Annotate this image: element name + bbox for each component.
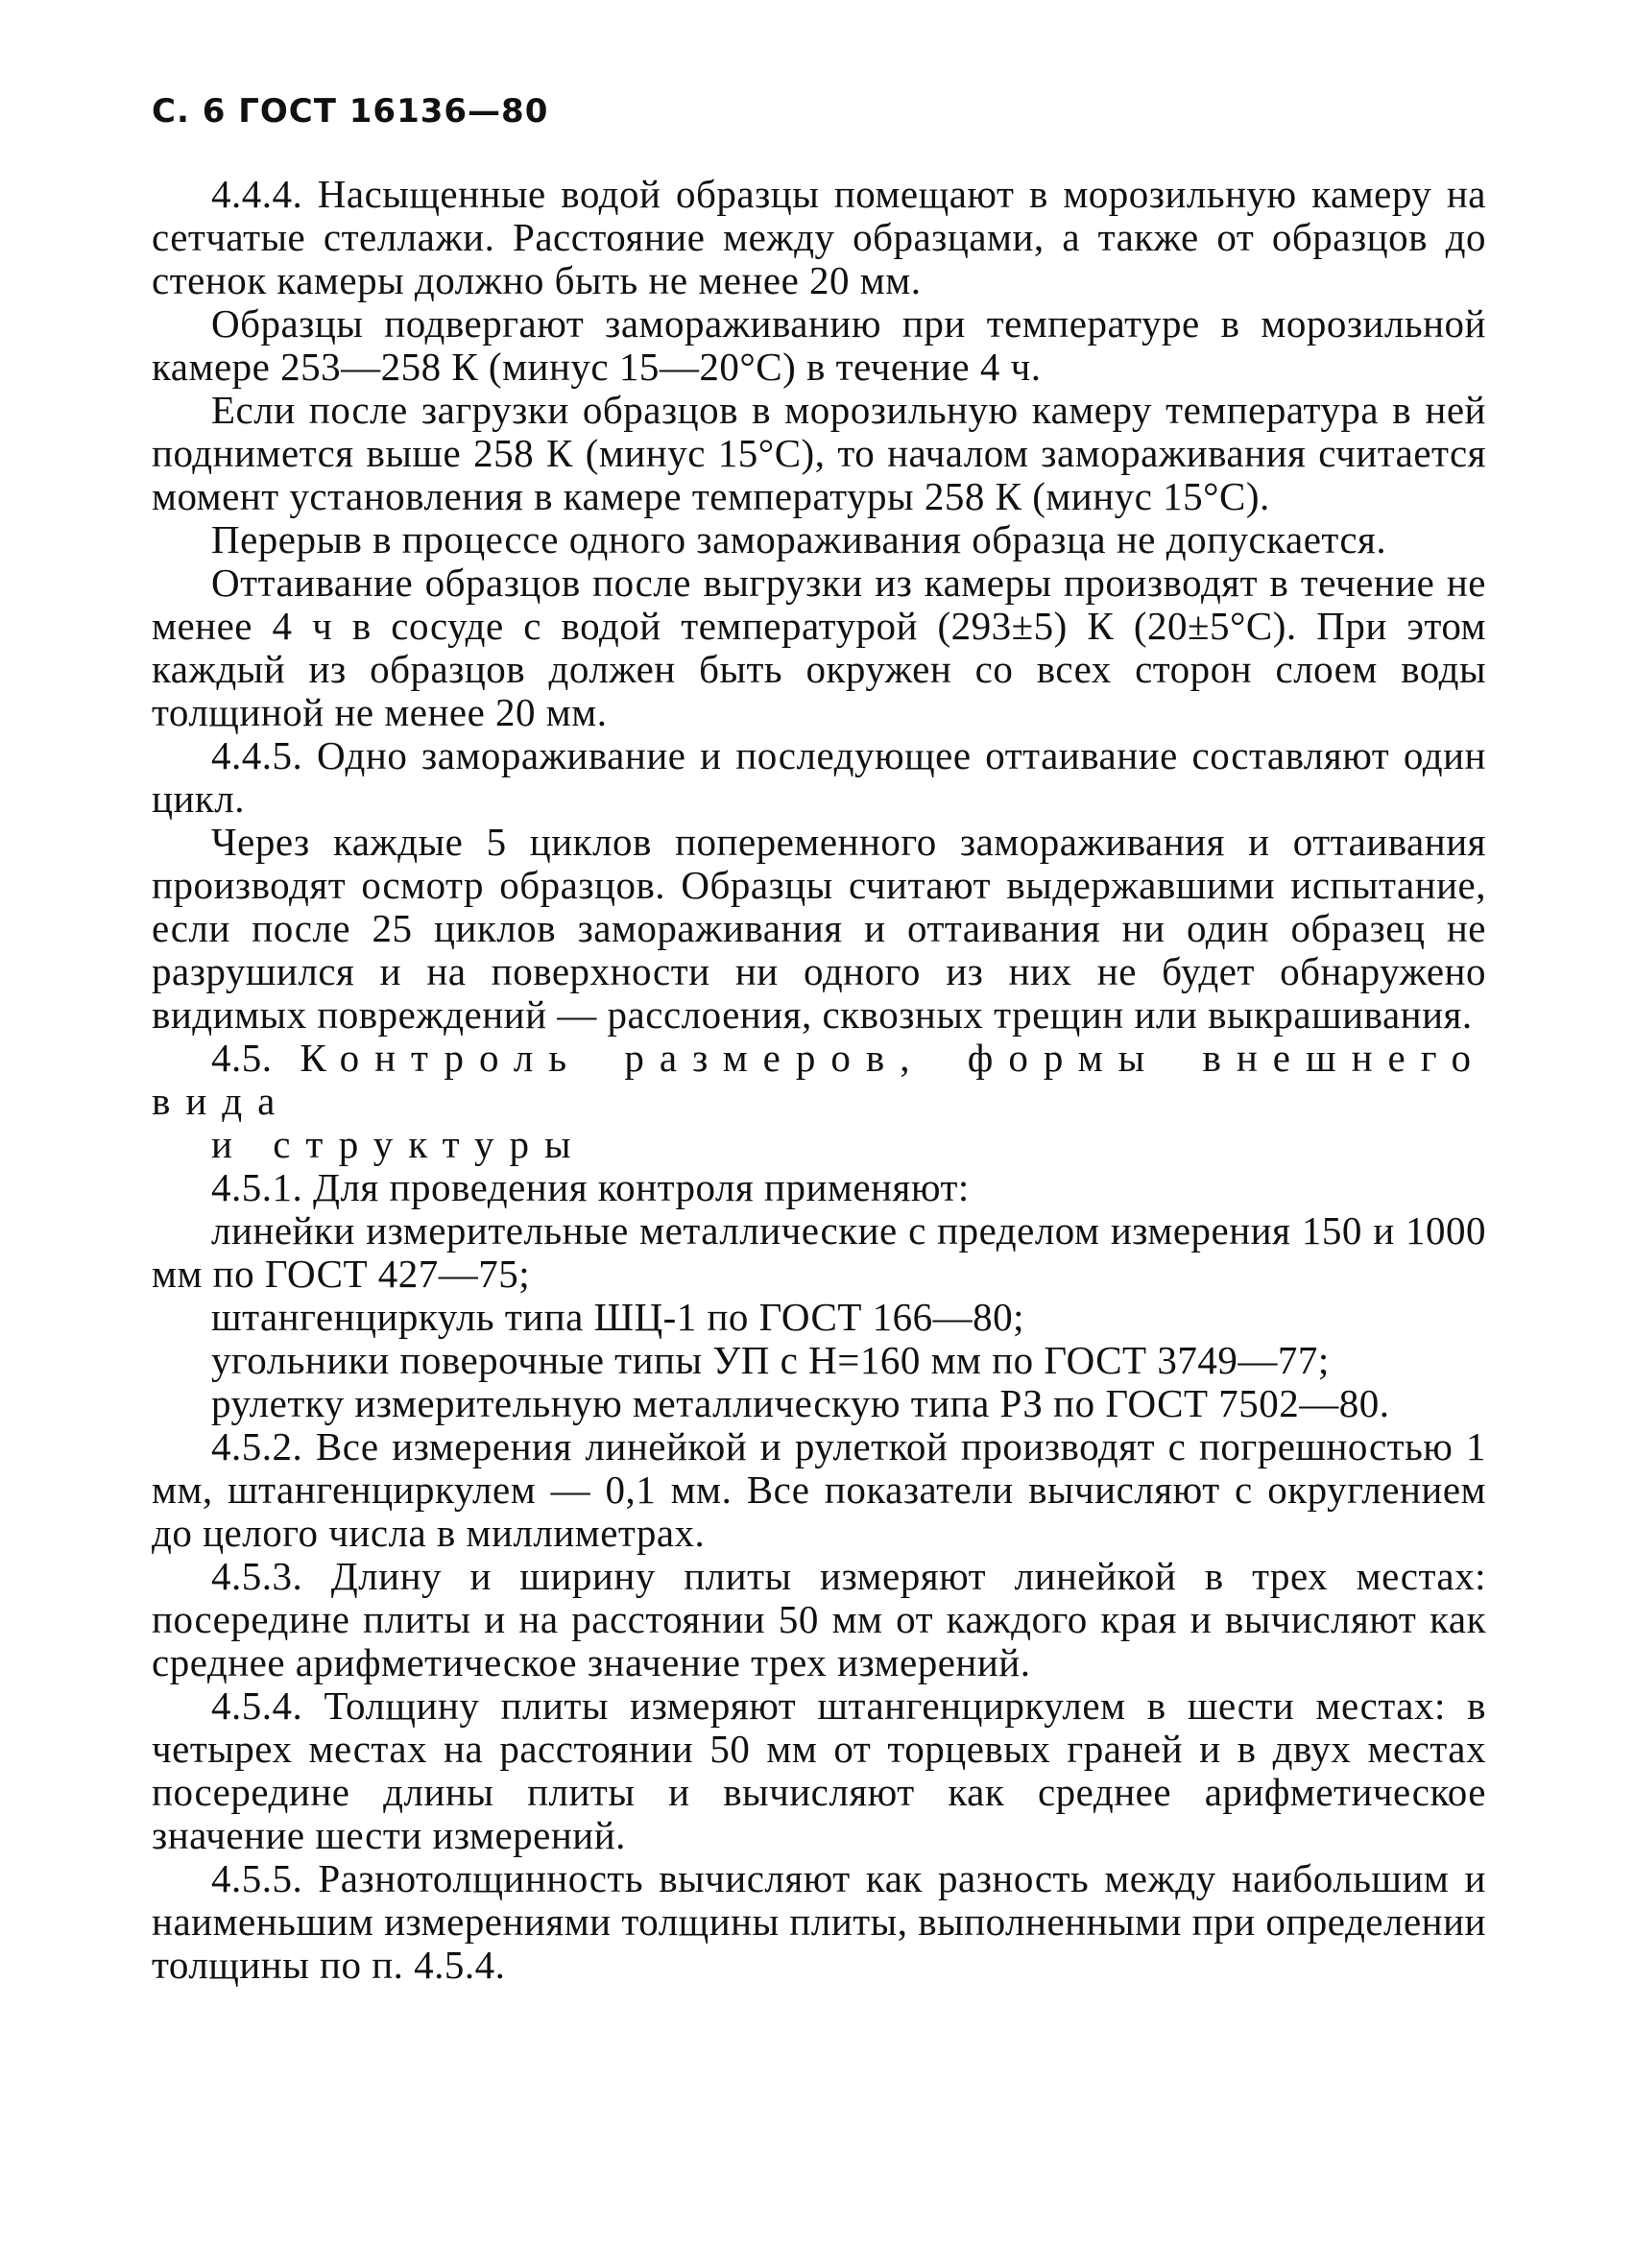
paragraph-freezing-temperature: Образцы подвергают замораживанию при температуре в морозильной камере 253—258 К (минус 15—20°С) в течение 4 ч. — [152, 301, 1486, 389]
paragraph-4-5-3: 4.5.3. Длину и ширину плиты измеряют линейкой в трех местах: посередине плиты и на расстоянии 50 мм от каждого края и вычисляют как среднее арифметическое значение трех измерений. — [152, 1554, 1486, 1684]
list-item-rulers: линейки измерительные металлические с пределом измерения 150 и 1000 мм по ГОСТ 427—75; — [152, 1208, 1486, 1296]
section-title-line2: и структуры — [211, 1122, 587, 1166]
paragraph-thawing: Оттаивание образцов после выгрузки из камеры производят в течение не менее 4 ч в сосуде с водой температурой (293±5) К (20±5°С). При этом каждый из образцов должен быть окружен со всех сторон слоем воды толщиной не менее 20 мм. — [152, 561, 1486, 734]
page-header: С. 6 ГОСТ 16136—80 — [152, 92, 549, 131]
paragraph-no-interruption: Перерыв в процессе одного замораживания образца не допускается. — [211, 517, 1387, 561]
document-body — [152, 173, 1486, 1987]
paragraph-4-5-2: 4.5.2. Все измерения линейкой и рулеткой производят с погрешностью 1 мм, штангенциркулем — 0,1 мм. Все показатели вычисляют с округлением до целого числа в миллиметрах. — [152, 1424, 1486, 1555]
section-title-line1: Контроль размеров, формы внешнего вида — [152, 1036, 1487, 1123]
paragraph-temperature-rise: Если после загрузки образцов в морозильную камеру температура в ней поднимется выше 258 К (минус 15°С), то началом замораживания считается момент установления в камере температуры 258 К (минус 15°С). — [152, 388, 1486, 518]
section-title-4-5-cont — [152, 1123, 1486, 1166]
list-item-caliper: штангенциркуль типа ШЦ-1 по ГОСТ 166—80; — [211, 1295, 1025, 1339]
section-number: 4.5. — [211, 1036, 273, 1080]
paragraph-4-4-4: 4.4.4. Насыщенные водой образцы помещают в морозильную камеру на сетчатые стеллажи. Расстояние между образцами, а также от образцов до стенок камеры должно быть не менее 20 мм. — [152, 172, 1486, 302]
paragraph-4-4-5: 4.4.5. Одно замораживание и последующее оттаивание составляют один цикл. — [152, 733, 1486, 821]
section-title-4-5 — [152, 1037, 1486, 1123]
paragraph-cycle-inspection: Через каждые 5 циклов попеременного замораживания и оттаивания производят осмотр образцов. Образцы считают выдержавшими испытание, если после 25 циклов замораживания и оттаивания ни один образец не разрушился и на поверхности ни одного из них не будет обнаружено видимых повреждений — расслоения, сквозных трещин или выкрашивания. — [152, 820, 1486, 1037]
document-page — [152, 92, 1486, 1987]
paragraph-4-5-4: 4.5.4. Толщину плиты измеряют штангенциркулем в шести местах: в четырех местах на расстоянии 50 мм от торцевых граней и в двух местах посередине длины плиты и вычисляют как среднее арифметическое значение шести измерений. — [152, 1683, 1486, 1857]
paragraph-4-5-1: 4.5.1. Для проведения контроля применяют: — [211, 1165, 970, 1209]
list-item-squares: угольники поверочные типы УП с Н=160 мм по ГОСТ 3749—77; — [211, 1338, 1330, 1382]
list-item-tape: рулетку измерительную металлическую типа РЗ по ГОСТ 7502—80. — [211, 1381, 1390, 1425]
paragraph-4-5-5: 4.5.5. Разнотолщинность вычисляют как разность между наибольшим и наименьшим измерениями толщины плиты, выполненными при определении толщины по п. 4.5.4. — [152, 1856, 1486, 1987]
